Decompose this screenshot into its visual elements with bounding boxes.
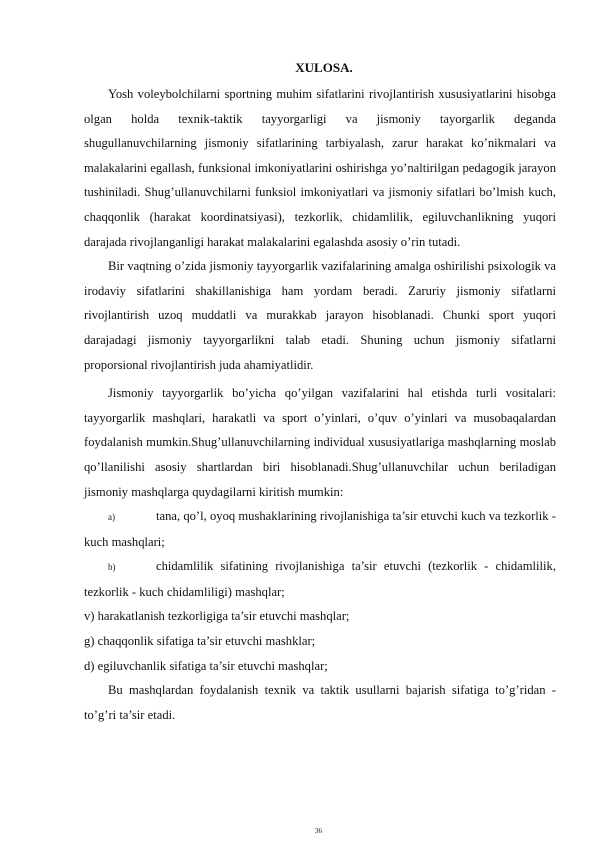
paragraph-3: Jismoniy tayyorgarlik bo’yicha qo’yilgan vazifalarini hal etishda turli vositalari: tayyorgarlik mashqlari, harakatli va sport o’yinlari, o’quv o’yinlari va musobaqalardan foydalanish mumkin.Shug’ullanuvchilarning individual xususiyatlariga mashqlarning moslab qo’llanilishi asosiy shartlardan biri hisoblanadi.Shug’ullanuvchilar uchun beriladigan jismoniy mashqlarga quydagilarni kiritish mumkin: [84,386,556,499]
list-item-v: v) harakatlanish tezkorligiga ta’sir etuvchi mashqlar; [84,609,350,624]
list-marker-a: a) [108,512,115,523]
document-page [84,58,556,727]
paragraph-4: Bu mashqlardan foydalanish texnik va taktik usullarni bajarish sifatiga to’g’ridan - to’g’ri ta’sir etadi. [84,683,556,722]
list-text-a: tana, qo’l, oyoq mushaklarining rivojlanishiga ta’sir etuvchi kuch va tezkorlik - kuch mashqlari; [84,509,556,549]
paragraph-2: Bir vaqtning o’zida jismoniy tayyorgarlik vazifalarining amalga oshirilishi psixologik va irodaviy sifatlarini shakillanishiga ham yordam beradi. Zaruriy jismoniy sifatlarni rivojlantirish uzoq muddatli va murakkab jarayon hisoblanadi. Chunki sport yuqori darajadagi jismoniy tayyorgarlikni talab etadi. Shuning uchun jismoniy sifatlarni proporsional rivojlantirish juda ahamiyatlidir. [84,259,556,372]
list-item-g: g) chaqqonlik sifatiga ta’sir etuvchi mashklar; [84,634,316,649]
page-title: XULOSA. [295,60,353,75]
list-item-a [84,504,556,554]
paragraph-1: Yosh voleybolchilarni sportning muhim sifatlarini rivojlantirish xususiyatlarini hisobga olgan holda texnik-taktik tayyorgarligi va jismoniy tayorgarlik deganda shugullanuvchilarning jismoniy sifatlarining tarbiyalash, zarur harakat ko’nikmalari va malakalarini egallash, funksional imkoniyatlarini oshirishga yo’naltirilgan pedagogik jarayon tushiniladi. Shug’ullanuvchilarni funksiol imkoniyatlari va jismoniy sifatlari bo’lmish kuch, chaqqonlik (harakat koordinatsiyasi), tezkorlik, chidamlilik, egiluvchanlikning yuqori darajada rivojlanganligi harakat malakalarini egalashda asosiy o’rin tutadi. [84,87,556,249]
list-item-b [84,554,556,604]
list-text-b: chidamlilik sifatining rivojlanishiga ta’sir etuvchi (tezkorlik - chidamlilik, tezkorlik - kuch chidamliligi) mashqlar; [84,559,556,599]
page-number: 36 [315,827,322,835]
list-item-d: d) egiluvchanlik sifatiga ta’sir etuvchi mashqlar; [84,658,328,673]
list-marker-b: b) [108,562,116,573]
